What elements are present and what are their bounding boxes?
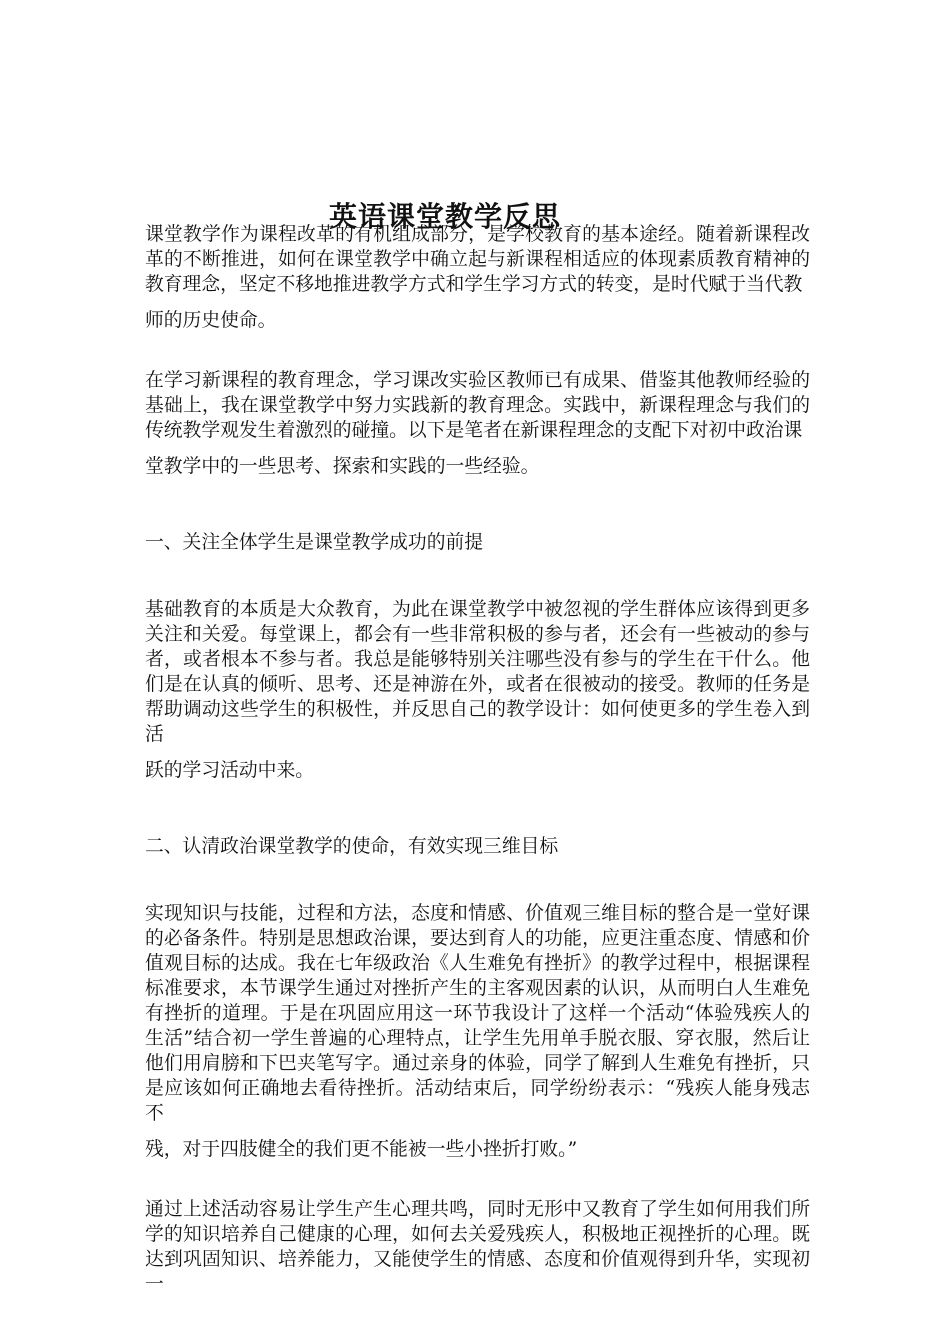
spacer (145, 1162, 810, 1197)
paragraph-text: 通过上述活动容易让学生产生心理共鸣，同时无形中又教育了学生如何用我们所学的知识培养自己健康的心理，如何去关爱残疾人，积极地正视挫折的心理。既达到巩固知识、培养能力，又能使学生的情感、态度和价值观得到升华，实现初一 (145, 1199, 810, 1295)
paragraph-text: 基础教育的本质是大众教育，为此在课堂教学中被忽视的学生群体应该得到更多关注和关爱。每堂课上，都会有一些非常积极的参与者，还会有一些被动的参与者，或者根本不参与者。我总是能够特别关注哪些没有参与的学生在干什么。他们是在认真的倾听、思考、还是神游在外，或者在很被动的接受。教师的任务是帮助调动这些学生的积极性，并反思自己的教学设计：如何使更多的学生卷入到活 (145, 599, 810, 745)
document-body (145, 222, 810, 1297)
paragraph-background (145, 368, 810, 479)
spacer (145, 783, 810, 834)
section-heading-2: 二、认清政治课堂教学的使命，有效实现三维目标 (145, 836, 559, 857)
paragraph-text: 在学习新课程的教育理念，学习课改实验区教师已有成果、借鉴其他教师经验的基础上，我在课堂教学中努力实践新的教育理念。实践中，新课程理念与我们的传统教学观发生着激烈的碰撞。以下是笔者在新课程理念的支配下对初中政治课 (145, 370, 810, 441)
paragraph-last-line: 残，对于四肢健全的我们更不能被一些小挫折打败。” (145, 1139, 578, 1160)
paragraph-last-line: 师的历史使命。 (145, 310, 277, 331)
paragraph-section-2 (145, 901, 810, 1162)
paragraph-text: 实现知识与技能，过程和方法，态度和情感、价值观三维目标的整合是一堂好课的必备条件。特别是思想政治课，要达到育人的功能，应更注重态度、情感和价值观目标的达成。我在七年级政治《人生难免有挫折》的教学过程中，根据课程标准要求，本节课学生通过对挫折产生的主客观因素的认识，从而明白人生难免有挫折的道理。于是在巩固应用这一环节我设计了这样一个活动“体验残疾人的生活”结合初一学生普遍的心理特点，让学生先用单手脱衣服、穿衣服，然后让他们用肩膀和下巴夹笔写字。通过亲身的体验，同学了解到人生难免有挫折，只是应该如何正确地去看待挫折。活动结束后，同学纷纷表示：“残疾人能身残志不 (145, 903, 810, 1124)
spacer (145, 555, 810, 597)
paragraph-intro (145, 222, 810, 333)
spacer (145, 859, 810, 901)
paragraph-section-2-cont (145, 1197, 810, 1297)
spacer (145, 333, 810, 368)
spacer (145, 479, 810, 530)
paragraph-text: 课堂教学作为课程改革的有机组成部分，是学校教育的基本途经。随着新课程改革的不断推进，如何在课堂教学中确立起与新课程相适应的体现素质教育精神的教育理念，坚定不移地推进教学方式和学生学习方式的转变，是时代赋于当代教 (145, 224, 810, 295)
section-heading-1: 一、关注全体学生是课堂教学成功的前提 (145, 532, 484, 553)
document-title: 英语课堂教学反思 (328, 199, 561, 233)
paragraph-section-1 (145, 597, 810, 783)
paragraph-last-line: 堂教学中的一些思考、探索和实践的一些经验。 (145, 456, 540, 477)
paragraph-last-line: 跃的学习活动中来。 (145, 760, 315, 781)
